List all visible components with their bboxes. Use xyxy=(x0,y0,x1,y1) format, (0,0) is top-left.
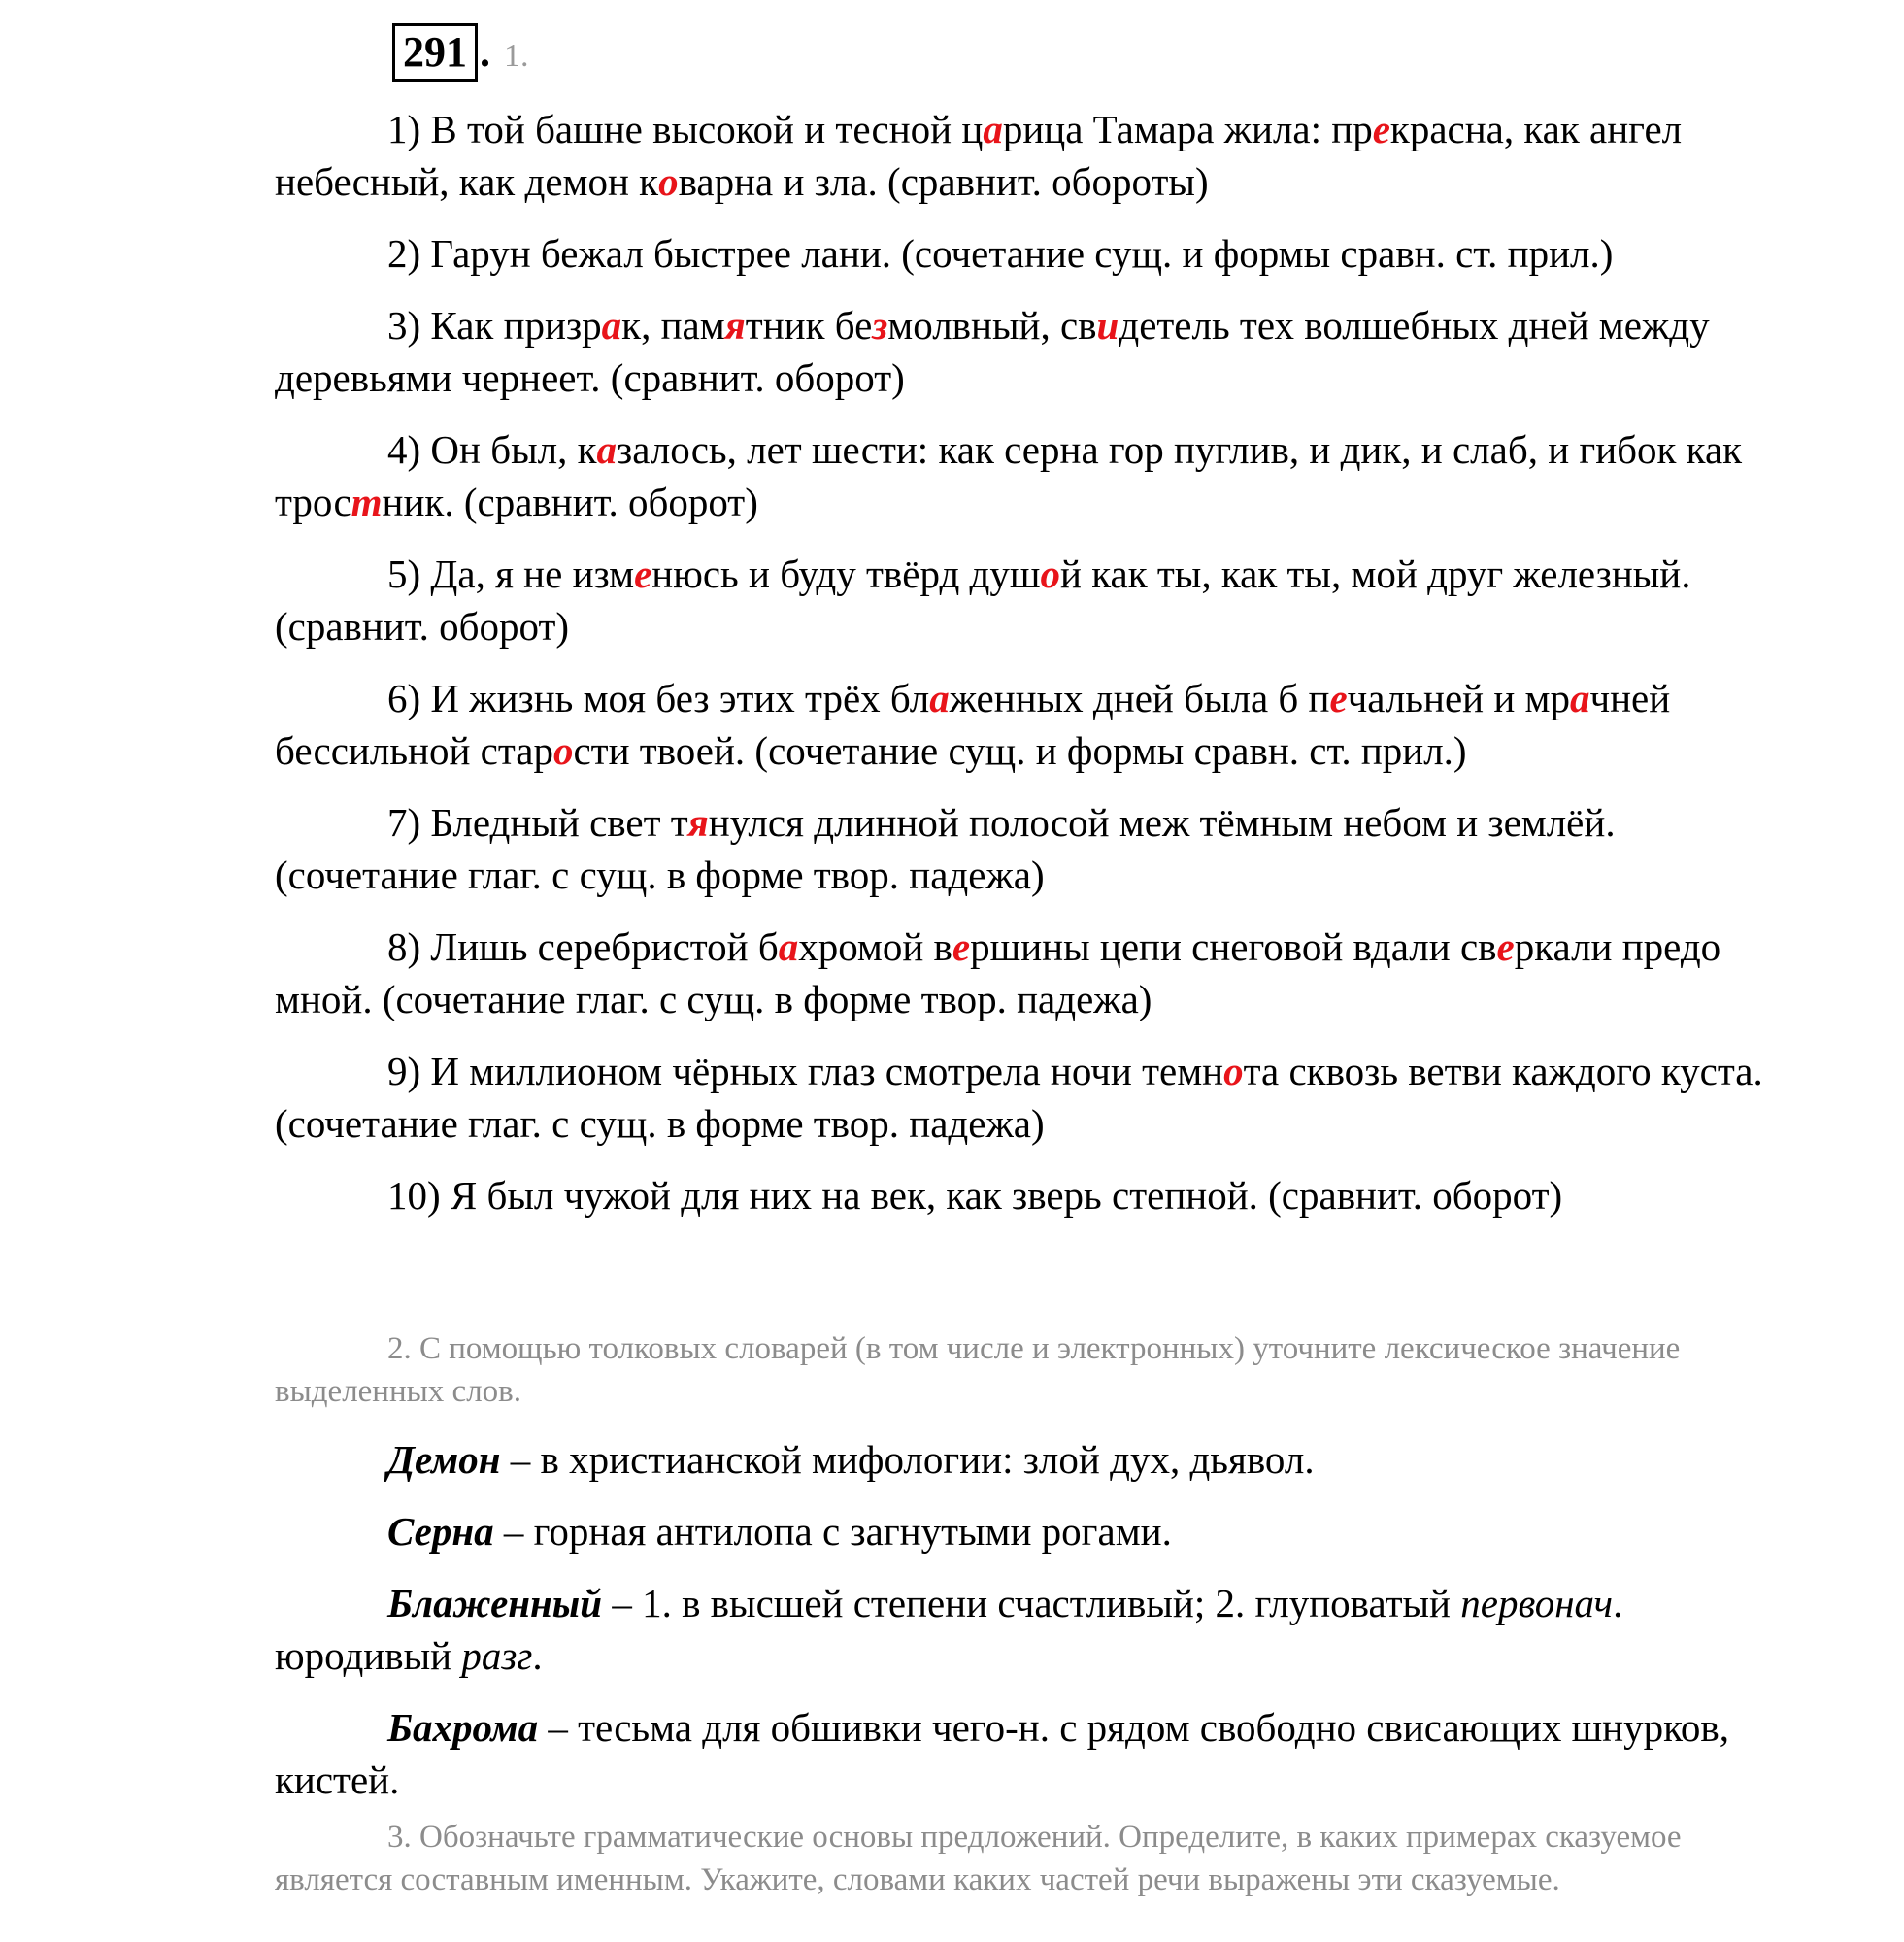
example-text: й как ты, как ты, мой друг железный. (сравнит. оборот) xyxy=(275,552,1691,649)
highlighted-letter: е xyxy=(1372,107,1390,151)
task-3-instruction: 3. Обозначьте грамматические основы предложений. Определите, в каких примерах сказуемое является составным именным. Укажите, словами каких частей речи выражены эти сказуемые. xyxy=(275,1820,1682,1897)
abbr-pervonach: первонач xyxy=(1460,1581,1614,1625)
example-8 xyxy=(275,921,1789,1025)
highlighted-letter: о xyxy=(1223,1049,1244,1093)
definition-blazhenny-mid: . юродивый xyxy=(275,1581,1623,1678)
highlighted-letter: е xyxy=(1496,924,1515,969)
highlighted-letter: а xyxy=(601,303,622,348)
definition-demon-text: – в христианской мифологии: злой дух, дьявол. xyxy=(500,1437,1315,1482)
task-3-section xyxy=(275,1816,1789,1901)
task-2-section xyxy=(275,1327,1789,1413)
example-text: женных дней была б п xyxy=(949,676,1330,720)
definition-serna xyxy=(275,1505,1789,1557)
examples-section xyxy=(275,103,1789,1222)
example-text: тник бе xyxy=(745,303,873,348)
definition-blazhenny xyxy=(275,1577,1789,1682)
example-text: ник. (сравнит. оборот) xyxy=(382,480,758,524)
task-number-box: 291 xyxy=(392,23,478,82)
example-6 xyxy=(275,672,1789,777)
highlighted-letter: е xyxy=(1329,676,1348,720)
example-9 xyxy=(275,1045,1789,1150)
example-10 xyxy=(275,1169,1789,1222)
task-number-dot: . xyxy=(480,28,490,76)
definition-bakhroma xyxy=(275,1701,1789,1806)
example-5 xyxy=(275,548,1789,653)
example-text: сти твоей. (сочетание сущ. и формы сравн. ст. прил.) xyxy=(573,728,1467,773)
example-text: чней бессильной стар xyxy=(275,676,1671,773)
highlighted-letter: о xyxy=(658,159,679,204)
example-text: 7) Бледный свет т xyxy=(387,800,688,845)
highlighted-letter: з xyxy=(872,303,888,348)
abbr-razg: разг xyxy=(461,1633,533,1678)
example-4 xyxy=(275,423,1789,528)
example-text: 9) И миллионом чёрных глаз смотрела ночи темн xyxy=(387,1049,1224,1093)
example-7 xyxy=(275,796,1789,901)
example-text: молвный, св xyxy=(887,303,1097,348)
term-demon: Демон xyxy=(387,1437,501,1482)
highlighted-letter: е xyxy=(952,924,971,969)
definition-blazhenny-text: – 1. в высшей степени счастливый; 2. глуповатый xyxy=(602,1581,1461,1625)
term-blazhenny: Блаженный xyxy=(387,1581,603,1625)
highlighted-letter: а xyxy=(596,427,617,472)
example-text: 1) В той башне высокой и тесной ц xyxy=(387,107,984,151)
highlighted-letter: а xyxy=(1569,676,1590,720)
example-text: красна, как ангел небесный, как демон к xyxy=(275,107,1683,204)
task-header xyxy=(392,23,529,82)
highlighted-letter: а xyxy=(778,924,799,969)
example-text: 3) Как призр xyxy=(387,303,602,348)
example-text: варна и зла. (сравнит. обороты) xyxy=(678,159,1209,204)
task-2-instruction: 2. С помощью толковых словарей (в том числе и электронных) уточните лексическое значение выделенных слов. xyxy=(275,1331,1681,1409)
example-text: 4) Он был, к xyxy=(387,427,597,472)
highlighted-letter: о xyxy=(1040,552,1060,596)
example-text: нюсь и буду твёрд душ xyxy=(651,552,1041,596)
example-text: 10) Я был чужой для них на век, как зверь степной. (сравнит. оборот) xyxy=(387,1173,1563,1218)
highlighted-letter: т xyxy=(351,480,383,524)
highlighted-letter: я xyxy=(724,303,746,348)
definition-bakhroma-text: – тесьма для обшивки чего-н. с рядом свободно свисающих шнурков, кистей. xyxy=(275,1705,1730,1802)
example-text: ркали предо мной. (сочетание глаг. с сущ. в форме твор. падежа) xyxy=(275,924,1721,1021)
term-bakhroma: Бахрома xyxy=(387,1705,539,1750)
example-text: рица Тамара жила: пр xyxy=(1002,107,1373,151)
task-part-1-label: 1. xyxy=(504,38,529,74)
highlighted-letter: я xyxy=(687,800,709,845)
example-text: 6) И жизнь моя без этих трёх бл xyxy=(387,676,930,720)
example-text: нулся длинной полосой меж тёмным небом и землёй. (сочетание глаг. с сущ. в форме твор. падежа) xyxy=(275,800,1616,897)
example-3 xyxy=(275,299,1789,404)
example-text: детель тех волшебных дней между деревьями чернеет. (сравнит. оборот) xyxy=(275,303,1710,400)
highlighted-letter: о xyxy=(552,728,574,773)
example-text: 8) Лишь серебристой б xyxy=(387,924,779,969)
highlighted-letter: а xyxy=(929,676,950,720)
definition-demon xyxy=(275,1433,1789,1486)
example-text: к, пам xyxy=(621,303,725,348)
definition-serna-text: – горная антилопа с загнутыми рогами. xyxy=(493,1509,1172,1554)
highlighted-letter: е xyxy=(634,552,652,596)
example-text: залось, лет шести: как серна гор пуглив, и дик, и слаб, и гибок как трос xyxy=(275,427,1743,524)
term-serna: Серна xyxy=(387,1509,494,1554)
highlighted-letter: а xyxy=(983,107,1003,151)
example-text: хромой в xyxy=(798,924,952,969)
example-text: 5) Да, я не изм xyxy=(387,552,635,596)
example-text: та сквозь ветви каждого куста. (сочетание глаг. с сущ. в форме твор. падежа) xyxy=(275,1049,1763,1146)
example-text: чальней и мр xyxy=(1347,676,1570,720)
highlighted-letter: и xyxy=(1096,303,1119,348)
example-text: 2) Гарун бежал быстрее лани. (сочетание сущ. и формы сравн. ст. прил.) xyxy=(387,231,1614,276)
definition-blazhenny-end: . xyxy=(532,1633,543,1678)
definitions-section xyxy=(275,1433,1789,1806)
example-2 xyxy=(275,227,1789,280)
example-text: ршины цепи снеговой вдали св xyxy=(970,924,1497,969)
example-1 xyxy=(275,103,1789,208)
